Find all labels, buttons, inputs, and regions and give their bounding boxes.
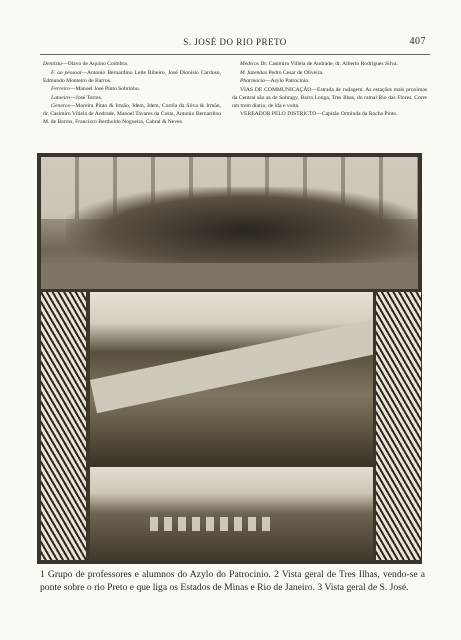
landscape-photo-river	[90, 292, 373, 464]
plate-caption: 1 Grupo de professores e alumnos do Azylo do Patrocinio. 2 Vista geral de Tres Ilhas, vendo-se a ponte sobre o rio Preto e que liga os Estados de Minas e Rio de Janeiro. 3 Vista geral de S. José.	[40, 569, 425, 593]
entry-vias: VIAS DE COMMUNICAÇÃO—Estrada de rodagem. As estações mais proximas da Central são as de Sobragy, Barra Longa, Tres Ilhas, do ramal Rio das Flores. Corre um trem diario, de ida e volta.	[232, 86, 427, 109]
entry-latoeiro: Latoeiro—José Torres.	[51, 94, 103, 101]
photo-ground	[41, 263, 418, 289]
entry-fazendas: M. fazendas Pedro Cesar de Oliveira.	[240, 69, 324, 76]
group-photo	[41, 157, 418, 289]
entry-medicos: Medicos Dr. Casimiro Villela de Andrade, dr. Alberto Rodrigues Silva.	[240, 61, 398, 67]
right-column	[232, 60, 427, 119]
ornament-left	[41, 292, 86, 560]
photo-houses	[150, 517, 270, 531]
entry-vereador: VEREADOR PELO DISTRICTO—Capitão Orminda da Rocha Pinto.	[240, 111, 398, 117]
entry-ferreiro: Ferreiro—Manoel José Pinto Sobrinho.	[51, 86, 141, 92]
entry-pharmacia: Pharmacia—Asylo Patrocinio.	[240, 78, 310, 84]
header-rule	[40, 54, 430, 55]
photo-river	[90, 320, 373, 414]
landscape-photo-town	[90, 467, 373, 560]
entry-funccionario: F. ao pessoal—Antonio Bernardino Leite Ribeiro, José Dionisio Cardoso, Edmundo Monteiro de Barros.	[43, 69, 221, 84]
left-column	[43, 60, 221, 127]
page-header	[40, 35, 430, 51]
photo-crowd	[66, 187, 418, 267]
running-head: S. JOSÉ DO RIO PRETO	[183, 37, 287, 47]
page-number: 407	[409, 36, 426, 47]
entry-dentista: Dentista—Olavo de Aquino Coimbra.	[43, 61, 129, 67]
entry-generos: Generos—Moreira Pinto & Irmão, Idem, Idem, Corrêa da Silva & Irmão, dr. Casimiro Villela de Andrade, Manoel Tavares da Costa, Antonio Bernardino M. de Barros, Francisco Bertholdo Nogueira, Cabral & Neves.	[43, 103, 221, 125]
ornament-right	[376, 292, 421, 560]
